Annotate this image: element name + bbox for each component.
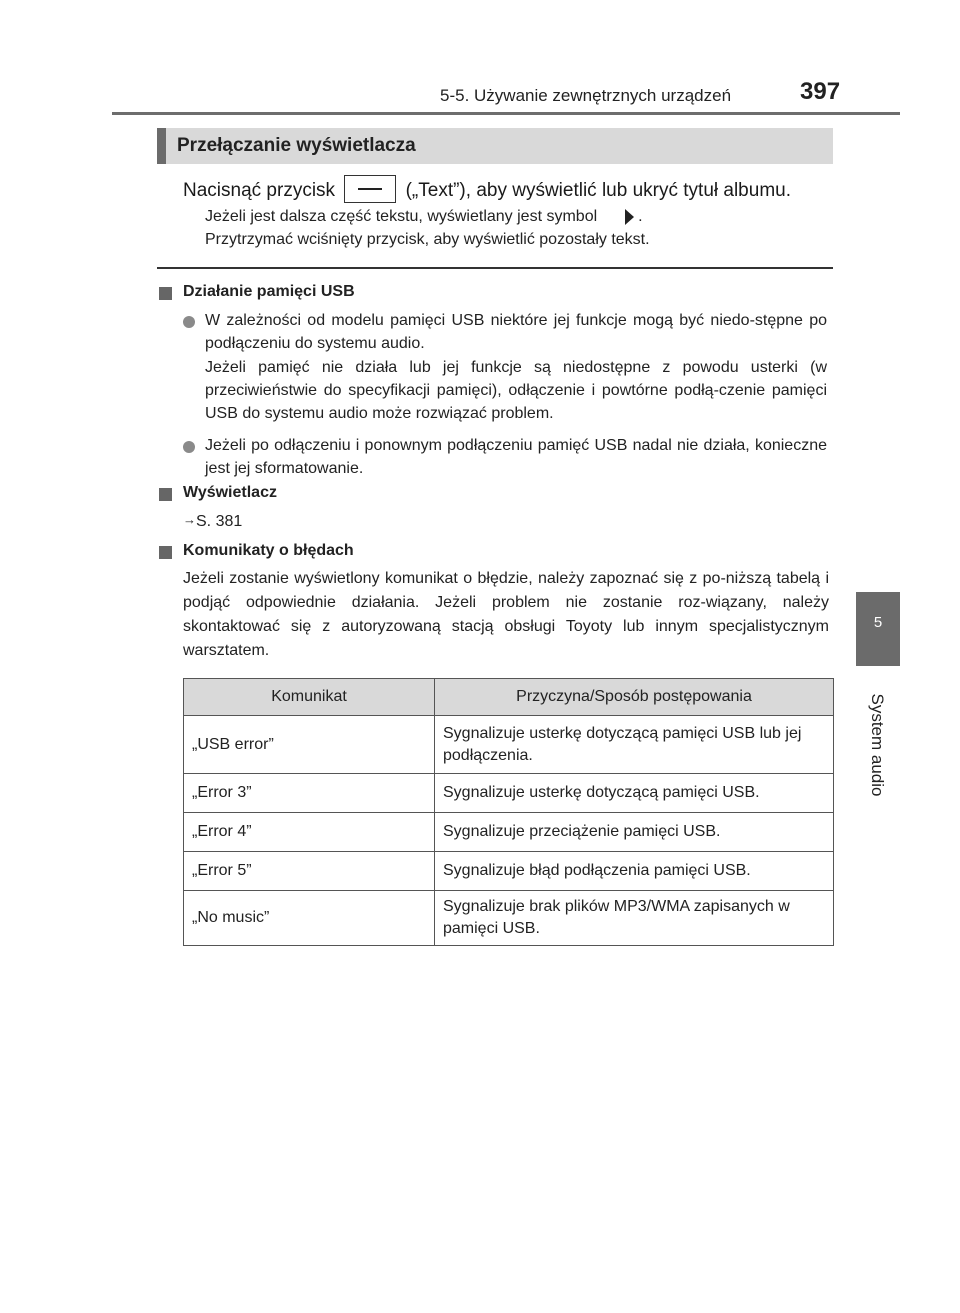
display-heading: Wyświetlacz xyxy=(183,484,277,501)
table-cell-message: „Error 5” xyxy=(184,852,435,891)
instruction-before: Nacisnąć przycisk xyxy=(183,180,336,202)
text-button-icon xyxy=(344,175,396,203)
square-bullet-icon xyxy=(159,287,172,300)
continue-arrow-icon xyxy=(625,209,634,225)
usb-bullet-1-continued: Jeżeli pamięć nie działa lub jej funkcje są niedostępne z powodu usterki (w przeciwieństwie do specyfikacji pamięci), odłączenie i powtórne podłą-czenie pamięci USB do systemu audio może rozwiązać problem. xyxy=(205,359,827,422)
section-title-bar xyxy=(157,128,833,164)
table-cell-cause: Sygnalizuje przeciążenie pamięci USB. xyxy=(435,813,834,852)
reference-arrow-icon: → xyxy=(183,512,196,527)
chapter-tab-label-text: System audio xyxy=(868,693,887,797)
table-row xyxy=(184,774,834,813)
table-cell-message: „Error 4” xyxy=(184,813,435,852)
table-row xyxy=(184,716,834,774)
header-rule xyxy=(112,112,900,115)
error-message-table xyxy=(183,678,834,946)
round-bullet-icon xyxy=(183,316,195,328)
table-cell-message: „USB error” xyxy=(184,716,435,774)
chapter-tab-label xyxy=(862,690,892,800)
table-header-message: Komunikat xyxy=(184,679,435,716)
note-line-1-text: Jeżeli jest dalsza część tekstu, wyświetlany jest symbol xyxy=(205,208,598,225)
note-line-1-end: . xyxy=(638,208,643,225)
chapter-title: 5-5. Używanie zewnętrznych urządzeń xyxy=(440,86,732,105)
table-cell-cause: Sygnalizuje usterkę dotyczącą pamięci USB. xyxy=(435,774,834,813)
square-bullet-icon xyxy=(159,546,172,559)
table-row xyxy=(184,813,834,852)
square-bullet-icon xyxy=(159,488,172,501)
errors-intro: Jeżeli zostanie wyświetlony komunikat o błędzie, należy zapoznać się z po-niższą tabelą i podjąć odpowiednie działania. Jeżeli problem nie zostanie roz-wiązany, należy skontaktować się z autoryzowaną stacją obsługi Toyoty lub innym specjalistycznym warsztatem. xyxy=(183,570,829,659)
section-divider xyxy=(157,267,833,269)
table-row xyxy=(184,891,834,946)
errors-heading: Komunikaty o błędach xyxy=(183,542,354,559)
page-reference xyxy=(183,513,242,531)
usb-bullet-1: W zależności od modelu pamięci USB niektóre jej funkcje mogą być niedo-stępne po podłączeniu do systemu audio. xyxy=(205,312,827,352)
page-number: 397 xyxy=(800,78,841,105)
reference-text: S. 381 xyxy=(196,513,243,530)
table-cell-cause: Sygnalizuje brak plików MP3/WMA zapisanych w pamięci USB. xyxy=(435,891,834,946)
table-row xyxy=(184,852,834,891)
note-line-2: Przytrzymać wciśnięty przycisk, aby wyświetlić pozostały tekst. xyxy=(205,231,650,248)
table-cell-cause: Sygnalizuje błąd podłączenia pamięci USB. xyxy=(435,852,834,891)
section-title: Przełączanie wyświetlacza xyxy=(177,135,416,156)
round-bullet-icon xyxy=(183,441,195,453)
table-cell-message: „No music” xyxy=(184,891,435,946)
table-header-row xyxy=(184,679,834,716)
table-cell-message: „Error 3” xyxy=(184,774,435,813)
instruction-line xyxy=(183,177,791,205)
usb-heading: Działanie pamięci USB xyxy=(183,283,355,300)
note-line-1 xyxy=(205,208,643,226)
chapter-tab xyxy=(856,592,900,666)
chapter-tab-number: 5 xyxy=(873,614,883,631)
instruction-after: („Text”), aby wyświetlić lub ukryć tytuł albumu. xyxy=(405,180,791,202)
table-header-cause: Przyczyna/Sposób postępowania xyxy=(435,679,834,716)
usb-bullet-2: Jeżeli po odłączeniu i ponownym podłączeniu pamięć USB nadal nie działa, konieczne jest jej sformatowanie. xyxy=(205,437,827,477)
table-cell-cause: Sygnalizuje usterkę dotyczącą pamięci USB lub jej podłączenia. xyxy=(435,716,834,774)
section-title-accent xyxy=(157,128,166,164)
